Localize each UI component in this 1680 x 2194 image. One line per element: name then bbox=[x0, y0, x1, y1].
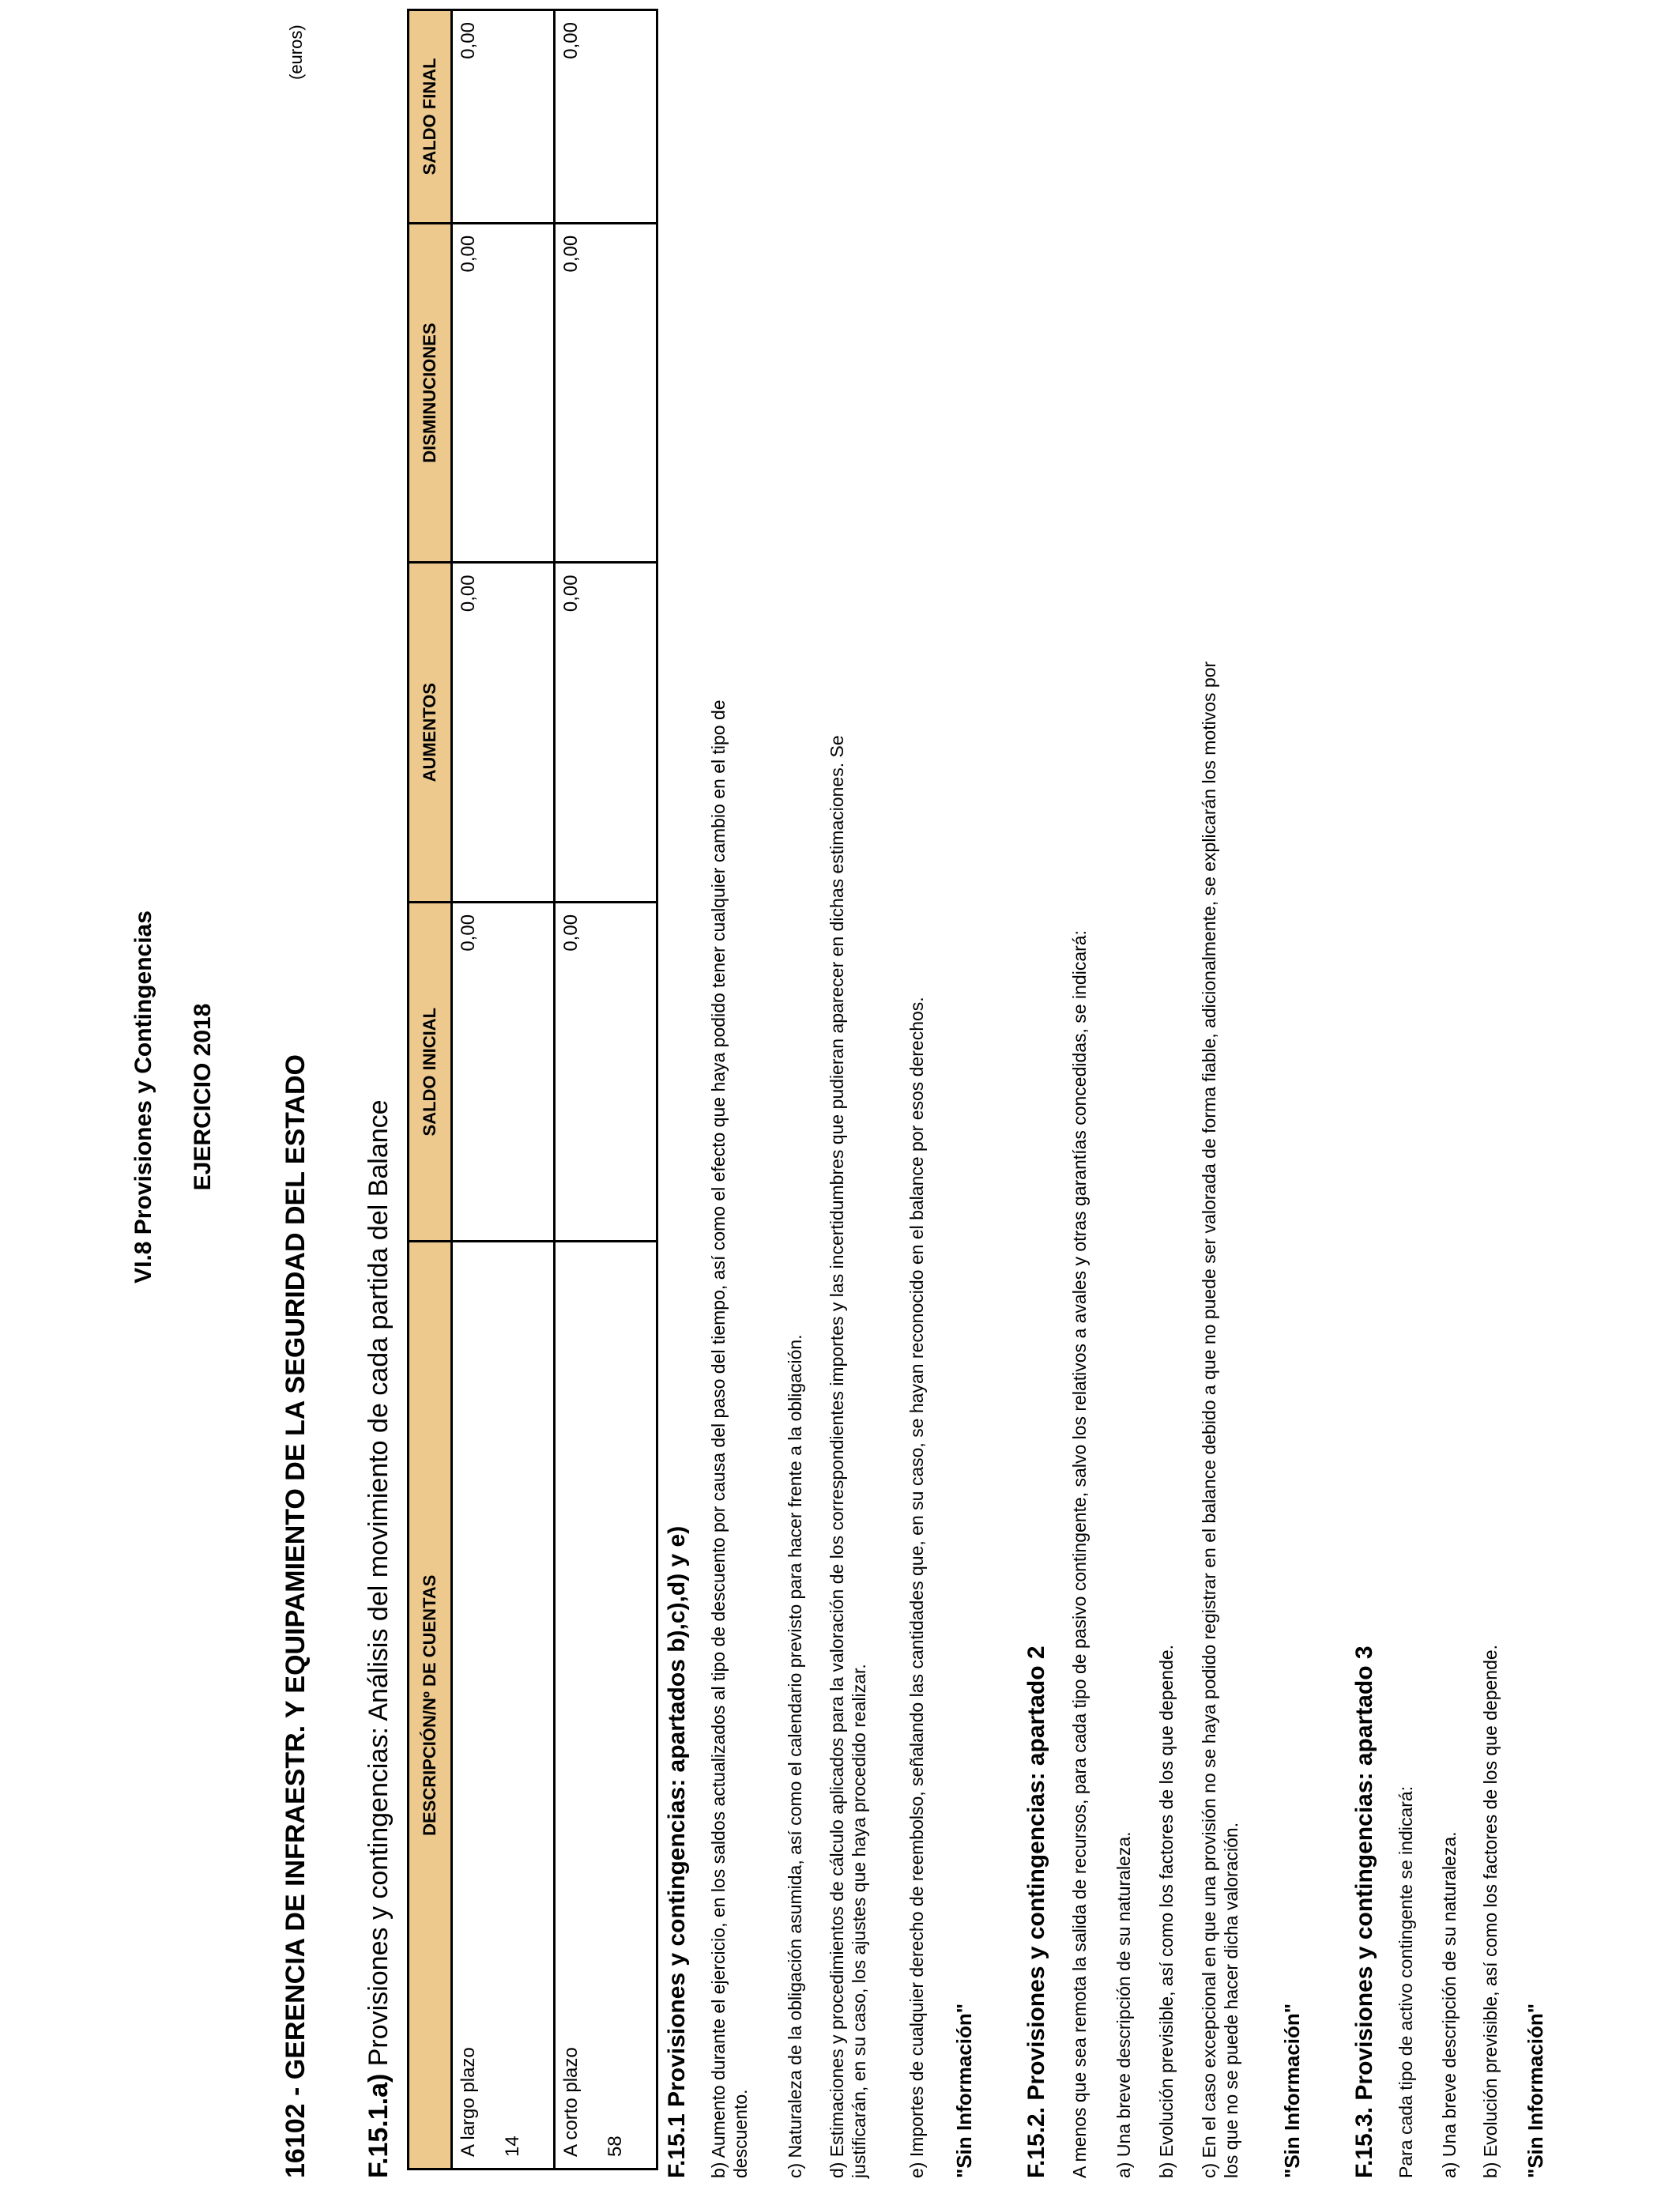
cell-saldo-final: 0,00 bbox=[452, 10, 555, 224]
section-2-item-a: a) Una breve descripción de su naturaleza. bbox=[1113, 1831, 1134, 2178]
section-b-no-info: "Sin Información" bbox=[952, 2003, 976, 2178]
section-b-item-d-line1: d) Estimaciones y procedimientos de cálculo aplicados para la valoración de los correspondientes importes y las incertidumbres que pudieran aparecer en dichas estimaciones. Se bbox=[827, 735, 847, 2178]
entity-title: 16102 - GERENCIA DE INFRAESTR. Y EQUIPAMIENTO DE LA SEGURIDAD DEL ESTADO bbox=[281, 1054, 311, 2178]
section-2-no-info: "Sin Información" bbox=[1280, 2003, 1304, 2178]
section-2-title: F.15.2. Provisiones y contingencias: apartado 2 bbox=[1023, 1646, 1049, 2178]
section-b-item-b-line1: b) Aumento durante el ejercicio, en los saldos actualizados al tipo de descuento por causa del paso del tiempo, así como el efecto que haya podido tener cualquier cambio en el tipo de bbox=[708, 699, 729, 2178]
section-b-item-c: c) Naturaleza de la obligación asumida, así como el calendario previsto para hacer frente a la obligación. bbox=[785, 1334, 805, 2178]
section-2-item-c-line1: c) En el caso excepcional en que una provisión no se haya podido registrar en el balance debido a que no puede ser valorada de forma fiable, adicionalmente, se explicarán los motivos por bbox=[1199, 661, 1219, 2178]
row-accounts: 14 bbox=[502, 2136, 523, 2157]
cell-saldo-inicial: 0,00 bbox=[452, 902, 555, 1241]
row-description-cell bbox=[555, 1242, 657, 2169]
page-title: VI.8 Provisiones y Contingencias bbox=[130, 910, 156, 1284]
section-2-item-c-line2: los que no se puede hacer dicha valoración. bbox=[1221, 1822, 1241, 2178]
col-header-saldo-inicial: SALDO INICIAL bbox=[409, 902, 452, 1241]
section-b-title: F.15.1 Provisiones y contingencias: apartados b),c),d) y e) bbox=[664, 1525, 690, 2178]
row-description-cell bbox=[452, 1242, 555, 2169]
currency-note: (euros) bbox=[286, 25, 306, 80]
section-b-item-d-line2: justificarán, en su caso, los ajustes que haya procedido realizar. bbox=[849, 1664, 869, 2178]
section-2-intro: A menos que sea remota la salida de recursos, para cada tipo de pasivo contingente, salvo los relativos a avales y otras garantías concedidas, se indicará: bbox=[1069, 930, 1090, 2178]
section-2-item-b: b) Evolución previsible, así como los factores de los que depende. bbox=[1156, 1644, 1177, 2178]
section-3-item-a: a) Una breve descripción de su naturaleza. bbox=[1439, 1831, 1460, 2178]
row-description: A corto plazo bbox=[560, 2047, 582, 2157]
table-header-row bbox=[409, 10, 452, 2169]
col-header-aumentos: AUMENTOS bbox=[409, 563, 452, 903]
section-a-code: F.15.1.a) bbox=[363, 2073, 394, 2178]
section-3-title: F.15.3. Provisiones y contingencias: apartado 3 bbox=[1351, 1646, 1377, 2178]
col-header-description: DESCRIPCIÓN/Nº DE CUENTAS bbox=[409, 1242, 452, 2169]
cell-saldo-inicial: 0,00 bbox=[555, 902, 657, 1241]
section-b-item-e: e) Importes de cualquier derecho de reembolso, señalando las cantidades que, en su caso, se hayan reconocido en el balance por esos derechos. bbox=[906, 997, 927, 2178]
cell-aumentos: 0,00 bbox=[452, 563, 555, 903]
table-row bbox=[452, 10, 555, 2169]
cell-saldo-final: 0,00 bbox=[555, 10, 657, 224]
provisions-movement-table bbox=[407, 9, 658, 2170]
section-a-label: Provisiones y contingencias: Análisis del movimiento de cada partida del Balance bbox=[363, 1099, 394, 2074]
table-row bbox=[555, 10, 657, 2169]
col-header-disminuciones: DISMINUCIONES bbox=[409, 223, 452, 563]
col-header-saldo-final: SALDO FINAL bbox=[409, 10, 452, 224]
section-3-no-info: "Sin Información" bbox=[1524, 2003, 1547, 2178]
row-description: A largo plazo bbox=[458, 2047, 479, 2157]
section-3-intro: Para cada tipo de activo contingente se indicará: bbox=[1396, 1785, 1416, 2178]
cell-disminuciones: 0,00 bbox=[555, 223, 657, 563]
section-b-item-b-line2: descuento. bbox=[730, 2089, 751, 2178]
section-3-item-b: b) Evolución previsible, así como los factores de los que depende. bbox=[1480, 1644, 1501, 2178]
section-a-title bbox=[363, 1099, 394, 2178]
cell-aumentos: 0,00 bbox=[555, 563, 657, 903]
exercise-title: EJERCICIO 2018 bbox=[190, 1003, 216, 1191]
row-accounts: 58 bbox=[605, 2136, 626, 2157]
cell-disminuciones: 0,00 bbox=[452, 223, 555, 563]
